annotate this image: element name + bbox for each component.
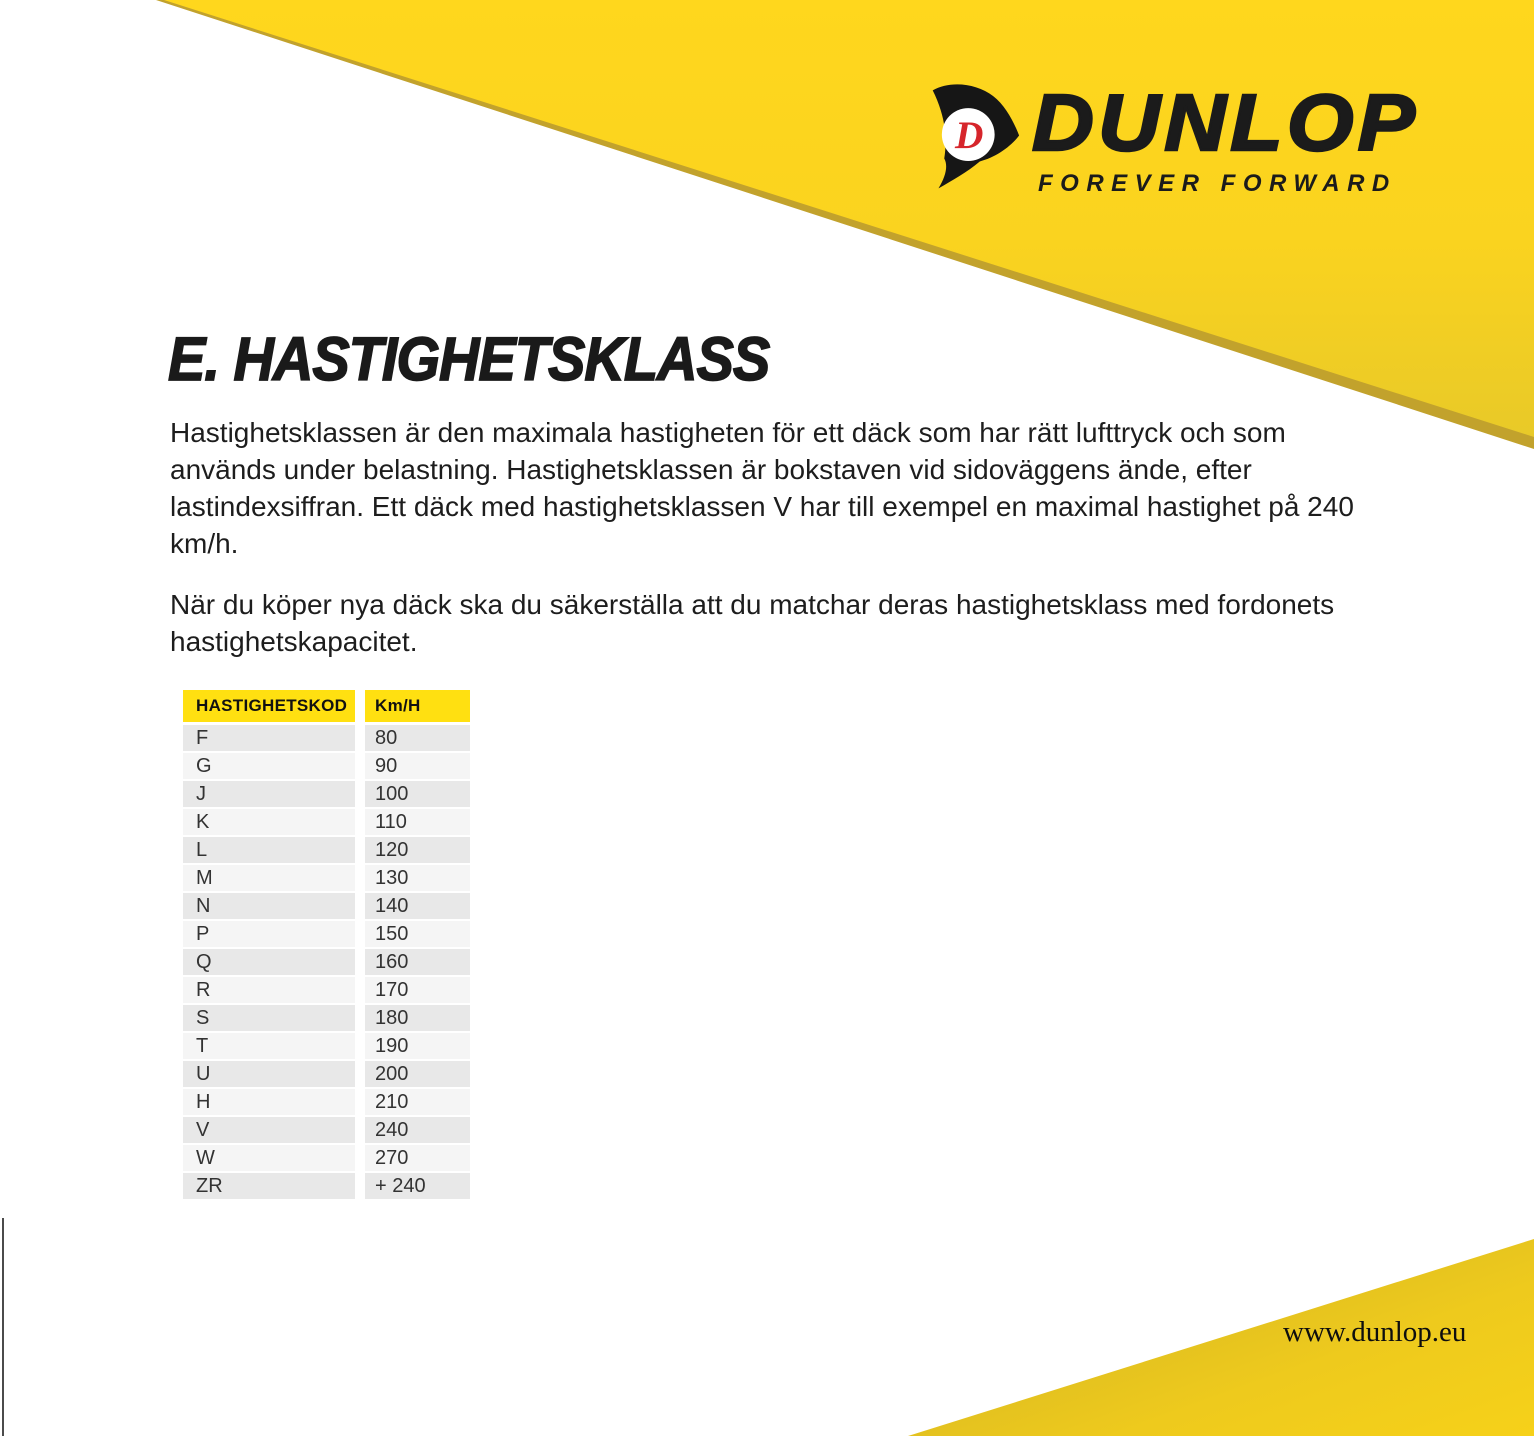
table-column-gutter xyxy=(355,690,365,722)
cell-kmh: 170 xyxy=(365,977,470,1003)
cell-kmh: 150 xyxy=(365,921,470,947)
table-row xyxy=(183,837,470,863)
table-column-gutter xyxy=(355,921,365,947)
cell-kmh: 190 xyxy=(365,1033,470,1059)
cell-code: F xyxy=(183,725,355,751)
cell-kmh: 110 xyxy=(365,809,470,835)
table-header-kmh: Km/H xyxy=(365,690,470,722)
cell-kmh: 140 xyxy=(365,893,470,919)
table-row xyxy=(183,1145,470,1171)
cell-code: S xyxy=(183,1005,355,1031)
table-header-row xyxy=(183,690,470,722)
speed-rating-table xyxy=(183,690,470,1201)
table-header-code: HASTIGHETSKOD xyxy=(183,690,355,722)
page-title: E. HASTIGHETSKLASS xyxy=(168,324,770,394)
cell-code: M xyxy=(183,865,355,891)
paragraph-speed-rating-intro: Hastighetsklassen är den maximala hastigheten för ett däck som har rätt lufttryck och som används under belastning. Hastighetsklassen är bokstaven vid sidoväggens ände, efter lastindexsiffran. Ett däck med hastighetsklassen V har till exempel en maximal hastighet på 240 km/h. xyxy=(170,417,1354,559)
table-column-gutter xyxy=(355,1033,365,1059)
table-column-gutter xyxy=(355,725,365,751)
cell-code: R xyxy=(183,977,355,1003)
table-row xyxy=(183,1033,470,1059)
cell-kmh: 210 xyxy=(365,1089,470,1115)
cell-code: L xyxy=(183,837,355,863)
cell-code: G xyxy=(183,753,355,779)
logo-text-column xyxy=(1032,78,1420,198)
table-row xyxy=(183,753,470,779)
table-row xyxy=(183,781,470,807)
page-left-edge-line xyxy=(2,1218,4,1436)
cell-kmh: 200 xyxy=(365,1061,470,1087)
cell-kmh: 160 xyxy=(365,949,470,975)
website-link[interactable]: www.dunlop.eu xyxy=(1283,1316,1467,1348)
logo-tagline: FOREVER FORWARD xyxy=(1038,170,1397,197)
table-column-gutter xyxy=(355,1061,365,1087)
cell-kmh: 100 xyxy=(365,781,470,807)
table-row xyxy=(183,921,470,947)
cell-code: V xyxy=(183,1117,355,1143)
cell-code: P xyxy=(183,921,355,947)
cell-code: ZR xyxy=(183,1173,355,1199)
table-column-gutter xyxy=(355,837,365,863)
cell-code: K xyxy=(183,809,355,835)
flying-d-icon xyxy=(926,78,1022,194)
cell-kmh: 180 xyxy=(365,1005,470,1031)
table-column-gutter xyxy=(355,865,365,891)
table-row xyxy=(183,977,470,1003)
table-column-gutter xyxy=(355,949,365,975)
table-column-gutter xyxy=(355,1173,365,1199)
table-row xyxy=(183,949,470,975)
table-row xyxy=(183,893,470,919)
cell-kmh: 240 xyxy=(365,1117,470,1143)
dunlop-logo xyxy=(926,78,1420,198)
cell-kmh: + 240 xyxy=(365,1173,470,1199)
cell-code: W xyxy=(183,1145,355,1171)
cell-code: J xyxy=(183,781,355,807)
table-row xyxy=(183,1061,470,1087)
table-row xyxy=(183,1089,470,1115)
logo-wordmark: DUNLOP xyxy=(1032,78,1420,167)
cell-kmh: 270 xyxy=(365,1145,470,1171)
table-column-gutter xyxy=(355,977,365,1003)
table-column-gutter xyxy=(355,809,365,835)
cell-kmh: 90 xyxy=(365,753,470,779)
table-row xyxy=(183,1005,470,1031)
table-column-gutter xyxy=(355,781,365,807)
table-row xyxy=(183,1173,470,1199)
cell-code: T xyxy=(183,1033,355,1059)
table-row xyxy=(183,1117,470,1143)
table-row xyxy=(183,865,470,891)
cell-code: U xyxy=(183,1061,355,1087)
cell-code: N xyxy=(183,893,355,919)
cell-kmh: 130 xyxy=(365,865,470,891)
table-column-gutter xyxy=(355,1117,365,1143)
table-body xyxy=(183,725,470,1199)
cell-kmh: 120 xyxy=(365,837,470,863)
table-column-gutter xyxy=(355,893,365,919)
flying-d-letter: D xyxy=(954,113,984,157)
paragraph-buying-advice: När du köper nya däck ska du säkerställa att du matchar deras hastighetsklass med fordonets hastighetskapacitet. xyxy=(170,589,1335,657)
table-row xyxy=(183,725,470,751)
table-column-gutter xyxy=(355,1005,365,1031)
cell-kmh: 80 xyxy=(365,725,470,751)
table-column-gutter xyxy=(355,753,365,779)
table-column-gutter xyxy=(355,1145,365,1171)
cell-code: Q xyxy=(183,949,355,975)
table-column-gutter xyxy=(355,1089,365,1115)
table-row xyxy=(183,809,470,835)
cell-code: H xyxy=(183,1089,355,1115)
